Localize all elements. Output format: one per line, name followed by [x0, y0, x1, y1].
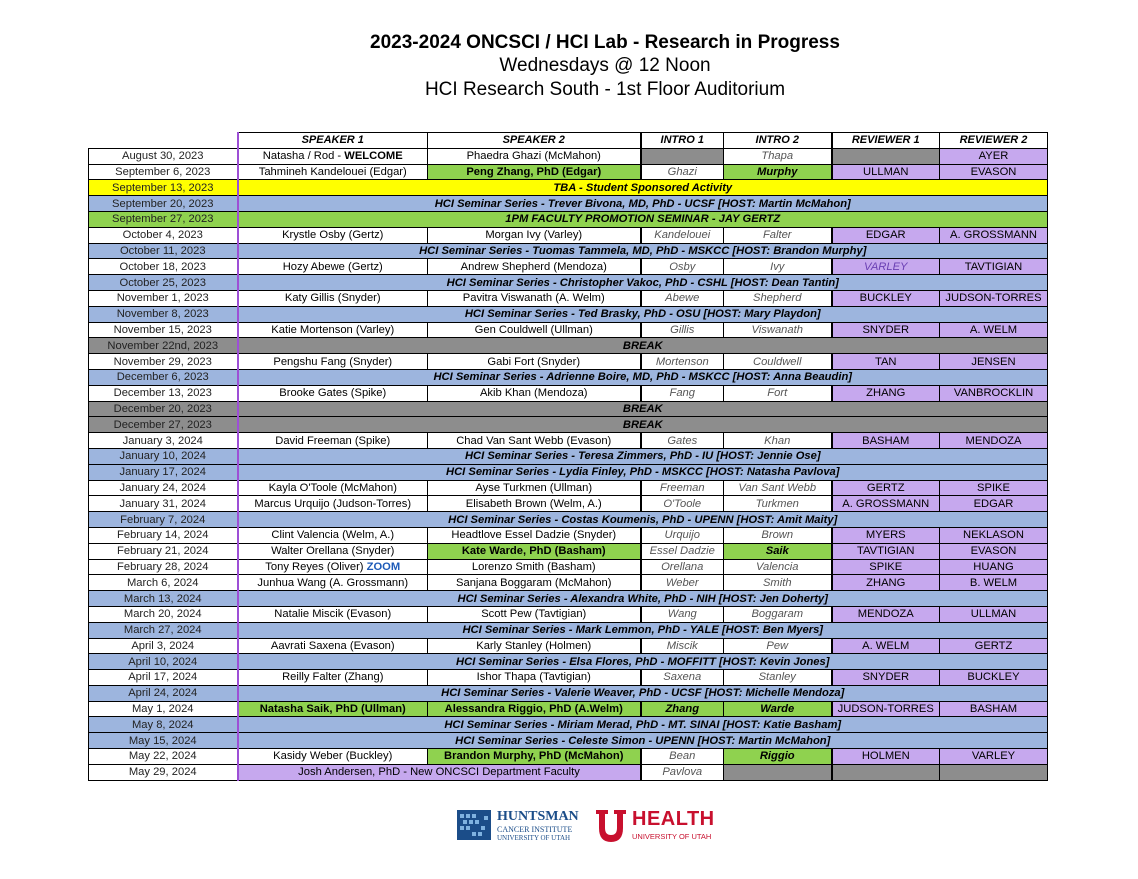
schedule-row	[89, 543, 1048, 559]
page-title: 2023-2024 ONCSCI / HCI Lab - Research in Progress	[370, 32, 840, 53]
speaker1-cell	[238, 259, 428, 275]
intro1-cell: Bean	[641, 749, 724, 765]
intro1-cell: Weber	[641, 575, 724, 591]
schedule-row	[89, 638, 1048, 654]
intro2-cell: Stanley	[724, 670, 832, 686]
speaker1-cell	[238, 701, 428, 717]
event-cell: HCI Seminar Series - Miriam Merad, PhD - MT. SINAI [HOST: Katie Basham]	[238, 717, 1048, 733]
intro2-cell: Falter	[724, 227, 832, 243]
speaker2-cell: Gabi Fort (Snyder)	[428, 354, 641, 370]
intro2-cell: Thapa	[724, 148, 832, 164]
date-cell: August 30, 2023	[89, 148, 238, 164]
intro1-cell: Gillis	[641, 322, 724, 338]
reviewer1-cell: ZHANG	[832, 385, 940, 401]
speaker1-text: Katy Gillis (Snyder)	[284, 292, 381, 305]
speaker2-cell: Lorenzo Smith (Basham)	[428, 559, 641, 575]
intro1-cell: Abewe	[641, 290, 724, 306]
huntsman-name: HUNTSMAN	[497, 809, 579, 824]
date-cell: February 14, 2024	[89, 527, 238, 543]
reviewer2-cell: TAVTIGIAN	[940, 259, 1048, 275]
schedule-row	[89, 717, 1048, 733]
reviewer2-cell	[940, 764, 1048, 780]
speaker2-cell: Phaedra Ghazi (McMahon)	[428, 148, 641, 164]
intro2-cell: Ivy	[724, 259, 832, 275]
speaker2-cell: Gen Couldwell (Ullman)	[428, 322, 641, 338]
speaker1-text: Tony Reyes (Oliver)	[265, 560, 367, 573]
reviewer1-cell: SNYDER	[832, 670, 940, 686]
intro1-cell: Gates	[641, 433, 724, 449]
schedule-row	[89, 591, 1048, 607]
speaker1-cell	[238, 559, 428, 575]
schedule-row	[89, 654, 1048, 670]
speaker1-cell	[238, 433, 428, 449]
intro1-cell: Urquijo	[641, 527, 724, 543]
intro2-cell: Shepherd	[724, 290, 832, 306]
schedule-row	[89, 401, 1048, 417]
event-cell: HCI Seminar Series - Trever Bivona, MD, PhD - UCSF [HOST: Martin McMahon]	[238, 196, 1048, 212]
speaker1-cell	[238, 670, 428, 686]
speaker1-cell	[238, 164, 428, 180]
huntsman-logo	[457, 806, 587, 846]
intro1-cell: Kandelouei	[641, 227, 724, 243]
schedule-row	[89, 196, 1048, 212]
speaker1-cell	[238, 527, 428, 543]
reviewer1-cell: JUDSON-TORRES	[832, 701, 940, 717]
date-cell: October 18, 2023	[89, 259, 238, 275]
schedule-row	[89, 369, 1048, 385]
speaker1-cell	[238, 480, 428, 496]
date-cell: November 1, 2023	[89, 290, 238, 306]
event-cell: HCI Seminar Series - Valerie Weaver, PhD - UCSF [HOST: Michelle Mendoza]	[238, 685, 1048, 701]
reviewer1-cell: A. WELM	[832, 638, 940, 654]
speaker2-cell: Brandon Murphy, PhD (McMahon)	[428, 749, 641, 765]
speaker1-cell	[238, 385, 428, 401]
speaker1-text: Natasha Saik, PhD (Ullman)	[259, 703, 406, 716]
speaker1-cell	[238, 148, 428, 164]
reviewer2-cell: JUDSON-TORRES	[940, 290, 1048, 306]
zoom-label: ZOOM	[366, 560, 401, 573]
schedule-row	[89, 417, 1048, 433]
huntsman-sub2: UNIVERSITY OF UTAH	[497, 834, 571, 842]
reviewer2-cell: AYER	[940, 148, 1048, 164]
speaker1-text: David Freeman (Spike)	[275, 434, 391, 447]
reviewer2-cell: B. WELM	[940, 575, 1048, 591]
date-cell: October 25, 2023	[89, 275, 238, 291]
intro2-cell: Fort	[724, 385, 832, 401]
speaker2-cell: Sanjana Boggaram (McMahon)	[428, 575, 641, 591]
date-cell: December 13, 2023	[89, 385, 238, 401]
speaker2-cell: Headtlove Essel Dadzie (Snyder)	[428, 527, 641, 543]
speaker1-cell	[238, 227, 428, 243]
reviewer2-cell: JENSEN	[940, 354, 1048, 370]
schedule-row	[89, 464, 1048, 480]
reviewer1-cell: A. GROSSMANN	[832, 496, 940, 512]
intro1-cell: Zhang	[641, 701, 724, 717]
date-cell: May 1, 2024	[89, 701, 238, 717]
schedule-row	[89, 749, 1048, 765]
speaker2-cell: Peng Zhang, PhD (Edgar)	[428, 164, 641, 180]
speaker2-cell: Scott Pew (Tavtigian)	[428, 606, 641, 622]
date-cell: February 28, 2024	[89, 559, 238, 575]
speaker2-cell: Kate Warde, PhD (Basham)	[428, 543, 641, 559]
date-cell: December 6, 2023	[89, 369, 238, 385]
schedule-row	[89, 433, 1048, 449]
schedule-row	[89, 670, 1048, 686]
intro1-header: INTRO 1	[641, 133, 724, 149]
event-cell: HCI Seminar Series - Ted Brasky, PhD - OSU [HOST: Mary Playdon]	[238, 306, 1048, 322]
speaker2-cell: Pavitra Viswanath (A. Welm)	[428, 290, 641, 306]
date-cell: November 22nd, 2023	[89, 338, 238, 354]
schedule-row	[89, 275, 1048, 291]
event-cell: HCI Seminar Series - Adrienne Boire, MD, PhD - MSKCC [HOST: Anna Beaudin]	[238, 369, 1048, 385]
event-cell: TBA - Student Sponsored Activity	[238, 180, 1048, 196]
speaker1-cell	[238, 290, 428, 306]
reviewer2-header: REVIEWER 2	[940, 133, 1048, 149]
speaker1-cell	[238, 749, 428, 765]
event-cell: BREAK	[238, 401, 1048, 417]
date-cell: February 7, 2024	[89, 512, 238, 528]
intro2-cell: Valencia	[724, 559, 832, 575]
schedule-row	[89, 496, 1048, 512]
date-cell: September 20, 2023	[89, 196, 238, 212]
speaker1-text: Aavrati Saxena (Evason)	[270, 639, 395, 652]
schedule-row	[89, 227, 1048, 243]
speaker1-text: Kasidy Weber (Buckley)	[273, 750, 393, 763]
date-cell: January 24, 2024	[89, 480, 238, 496]
schedule-row	[89, 259, 1048, 275]
date-cell: May 29, 2024	[89, 764, 238, 780]
reviewer1-cell: SNYDER	[832, 322, 940, 338]
schedule-row	[89, 685, 1048, 701]
schedule-row	[89, 575, 1048, 591]
speaker1-cell	[238, 606, 428, 622]
intro2-cell: Murphy	[724, 164, 832, 180]
date-cell: February 21, 2024	[89, 543, 238, 559]
schedule-table	[88, 132, 1048, 781]
reviewer2-cell: BASHAM	[940, 701, 1048, 717]
date-cell: November 8, 2023	[89, 306, 238, 322]
date-cell: April 3, 2024	[89, 638, 238, 654]
intro1-cell: Osby	[641, 259, 724, 275]
reviewer1-cell	[832, 148, 940, 164]
schedule-location: HCI Research South - 1st Floor Auditorium	[424, 79, 786, 100]
speaker-merged-cell: Josh Andersen, PhD - New ONCSCI Department Faculty	[238, 764, 641, 780]
intro1-cell: Saxena	[641, 670, 724, 686]
intro2-cell: Khan	[724, 433, 832, 449]
date-cell: November 29, 2023	[89, 354, 238, 370]
speaker1-cell	[238, 638, 428, 654]
huntsman-sub1: CANCER INSTITUTE	[497, 825, 573, 834]
table-header-row	[89, 133, 1048, 149]
date-cell: January 10, 2024	[89, 448, 238, 464]
event-cell: HCI Seminar Series - Lydia Finley, PhD - MSKCC [HOST: Natasha Pavlova]	[238, 464, 1048, 480]
date-cell: September 6, 2023	[89, 164, 238, 180]
event-cell: HCI Seminar Series - Costas Koumenis, PhD - UPENN [HOST: Amit Maity]	[238, 512, 1048, 528]
reviewer2-cell: HUANG	[940, 559, 1048, 575]
schedule-row	[89, 527, 1048, 543]
schedule-row	[89, 733, 1048, 749]
schedule-row	[89, 559, 1048, 575]
date-cell: March 13, 2024	[89, 591, 238, 607]
date-cell: December 20, 2023	[89, 401, 238, 417]
schedule-row	[89, 622, 1048, 638]
date-cell: September 13, 2023	[89, 180, 238, 196]
reviewer2-cell: A. WELM	[940, 322, 1048, 338]
event-cell: HCI Seminar Series - Celeste Simon - UPENN [HOST: Martin McMahon]	[238, 733, 1048, 749]
date-cell: January 17, 2024	[89, 464, 238, 480]
schedule-row	[89, 354, 1048, 370]
event-cell: BREAK	[238, 338, 1048, 354]
speaker2-cell: Andrew Shepherd (Mendoza)	[428, 259, 641, 275]
reviewer1-cell: HOLMEN	[832, 749, 940, 765]
speaker1-text: Natasha / Rod -	[262, 150, 345, 163]
intro2-cell: Van Sant Webb	[724, 480, 832, 496]
schedule-row	[89, 211, 1048, 227]
speaker2-cell: Ishor Thapa (Tavtigian)	[428, 670, 641, 686]
date-cell: November 15, 2023	[89, 322, 238, 338]
intro2-cell: Warde	[724, 701, 832, 717]
intro2-cell: Saik	[724, 543, 832, 559]
date-cell: April 24, 2024	[89, 685, 238, 701]
speaker2-cell: Alessandra Riggio, PhD (A.Welm)	[428, 701, 641, 717]
reviewer2-cell: VARLEY	[940, 749, 1048, 765]
event-cell: 1PM FACULTY PROMOTION SEMINAR - JAY GERTZ	[238, 211, 1048, 227]
intro2-cell: Smith	[724, 575, 832, 591]
reviewer2-cell: MENDOZA	[940, 433, 1048, 449]
reviewer2-cell: EVASON	[940, 543, 1048, 559]
intro2-cell: Turkmen	[724, 496, 832, 512]
schedule-row	[89, 480, 1048, 496]
date-cell: April 17, 2024	[89, 670, 238, 686]
speaker1-text: Tahmineh Kandelouei (Edgar)	[258, 165, 407, 178]
reviewer2-cell: A. GROSSMANN	[940, 227, 1048, 243]
reviewer2-cell: NEKLASON	[940, 527, 1048, 543]
speaker2-cell: Ayse Turkmen (Ullman)	[428, 480, 641, 496]
reviewer1-cell: MENDOZA	[832, 606, 940, 622]
reviewer1-cell: BUCKLEY	[832, 290, 940, 306]
speaker2-cell: Chad Van Sant Webb (Evason)	[428, 433, 641, 449]
event-cell: HCI Seminar Series - Teresa Zimmers, PhD - IU [HOST: Jennie Ose]	[238, 448, 1048, 464]
schedule-row	[89, 243, 1048, 259]
event-cell: HCI Seminar Series - Tuomas Tammela, MD, PhD - MSKCC [HOST: Brandon Murphy]	[238, 243, 1048, 259]
reviewer2-cell: ULLMAN	[940, 606, 1048, 622]
speaker1-text: Clint Valencia (Welm, A.)	[271, 529, 395, 542]
speaker1-text: Marcus Urquijo (Judson-Torres)	[254, 497, 412, 510]
intro1-cell	[641, 148, 724, 164]
intro1-cell: Fang	[641, 385, 724, 401]
uofu-health-logo	[594, 806, 724, 846]
event-cell: HCI Seminar Series - Alexandra White, PhD - NIH [HOST: Jen Doherty]	[238, 591, 1048, 607]
schedule-row	[89, 306, 1048, 322]
intro2-cell: Brown	[724, 527, 832, 543]
speaker1-text: Brooke Gates (Spike)	[279, 387, 387, 400]
date-cell: September 27, 2023	[89, 211, 238, 227]
health-sub: UNIVERSITY OF UTAH	[632, 832, 712, 841]
document-header	[0, 32, 1138, 102]
date-cell: December 27, 2023	[89, 417, 238, 433]
intro2-cell: Pew	[724, 638, 832, 654]
schedule-row	[89, 148, 1048, 164]
speaker1-cell	[238, 496, 428, 512]
reviewer1-cell: EDGAR	[832, 227, 940, 243]
intro1-cell: Miscik	[641, 638, 724, 654]
schedule-row	[89, 606, 1048, 622]
reviewer1-cell: ZHANG	[832, 575, 940, 591]
event-cell: HCI Seminar Series - Mark Lemmon, PhD - YALE [HOST: Ben Myers]	[238, 622, 1048, 638]
intro2-cell	[724, 764, 832, 780]
speaker1-cell	[238, 543, 428, 559]
intro1-cell: Essel Dadzie	[641, 543, 724, 559]
reviewer2-cell: VANBROCKLIN	[940, 385, 1048, 401]
reviewer1-cell: SPIKE	[832, 559, 940, 575]
reviewer1-cell: BASHAM	[832, 433, 940, 449]
reviewer2-cell: SPIKE	[940, 480, 1048, 496]
intro1-cell: Orellana	[641, 559, 724, 575]
event-cell: BREAK	[238, 417, 1048, 433]
block-u-icon	[594, 808, 628, 844]
reviewer1-cell: ULLMAN	[832, 164, 940, 180]
date-cell: April 10, 2024	[89, 654, 238, 670]
speaker2-header: SPEAKER 2	[428, 133, 641, 149]
reviewer1-cell: TAN	[832, 354, 940, 370]
date-cell: March 20, 2024	[89, 606, 238, 622]
intro1-cell: O'Toole	[641, 496, 724, 512]
speaker1-text: Katie Mortenson (Varley)	[271, 323, 395, 336]
event-cell: HCI Seminar Series - Elsa Flores, PhD - MOFFITT [HOST: Kevin Jones]	[238, 654, 1048, 670]
speaker1-cell	[238, 575, 428, 591]
welcome-label: WELCOME	[344, 150, 403, 163]
date-cell: October 11, 2023	[89, 243, 238, 259]
reviewer1-cell	[832, 764, 940, 780]
speaker1-text: Natalie Miscik (Evason)	[274, 608, 392, 621]
date-cell: May 22, 2024	[89, 749, 238, 765]
reviewer1-cell: GERTZ	[832, 480, 940, 496]
schedule-row	[89, 701, 1048, 717]
speaker2-cell: Elisabeth Brown (Welm, A.)	[428, 496, 641, 512]
schedule-row	[89, 385, 1048, 401]
intro1-cell: Pavlova	[641, 764, 724, 780]
reviewer2-cell: BUCKLEY	[940, 670, 1048, 686]
schedule-row	[89, 290, 1048, 306]
intro2-cell: Boggaram	[724, 606, 832, 622]
schedule-row	[89, 180, 1048, 196]
speaker1-text: Pengshu Fang (Snyder)	[273, 355, 393, 368]
speaker1-text: Walter Orellana (Snyder)	[271, 545, 395, 558]
schedule-row	[89, 322, 1048, 338]
speaker1-text: Kayla O'Toole (McMahon)	[268, 481, 397, 494]
speaker1-cell	[238, 322, 428, 338]
intro1-cell: Wang	[641, 606, 724, 622]
reviewer1-header: REVIEWER 1	[832, 133, 940, 149]
speaker1-text: Junhua Wang (A. Grossmann)	[257, 576, 409, 589]
intro2-cell: Couldwell	[724, 354, 832, 370]
date-cell: January 3, 2024	[89, 433, 238, 449]
speaker2-cell: Akib Khan (Mendoza)	[428, 385, 641, 401]
schedule-row	[89, 512, 1048, 528]
reviewer2-cell: EVASON	[940, 164, 1048, 180]
intro2-cell: Viswanath	[724, 322, 832, 338]
speaker1-text: Hozy Abewe (Gertz)	[282, 260, 383, 273]
reviewer1-cell: TAVTIGIAN	[832, 543, 940, 559]
date-cell: May 15, 2024	[89, 733, 238, 749]
event-cell: HCI Seminar Series - Christopher Vakoc, PhD - CSHL [HOST: Dean Tantin]	[238, 275, 1048, 291]
health-name: HEALTH	[632, 808, 715, 830]
date-cell: May 8, 2024	[89, 717, 238, 733]
reviewer2-cell: EDGAR	[940, 496, 1048, 512]
reviewer1-cell: VARLEY	[832, 259, 940, 275]
intro2-cell: Riggio	[724, 749, 832, 765]
intro1-cell: Freeman	[641, 480, 724, 496]
schedule-row	[89, 338, 1048, 354]
speaker2-cell: Morgan Ivy (Varley)	[428, 227, 641, 243]
schedule-row	[89, 448, 1048, 464]
date-cell: October 4, 2023	[89, 227, 238, 243]
schedule-body	[89, 148, 1048, 780]
schedule-row	[89, 164, 1048, 180]
date-cell: March 27, 2024	[89, 622, 238, 638]
date-header	[89, 133, 238, 149]
intro1-cell: Mortenson	[641, 354, 724, 370]
date-cell: March 6, 2024	[89, 575, 238, 591]
reviewer2-cell: GERTZ	[940, 638, 1048, 654]
schedule-time: Wednesdays @ 12 Noon	[499, 55, 711, 76]
speaker2-cell: Karly Stanley (Holmen)	[428, 638, 641, 654]
speaker1-header: SPEAKER 1	[238, 133, 428, 149]
reviewer1-cell: MYERS	[832, 527, 940, 543]
intro2-header: INTRO 2	[724, 133, 832, 149]
speaker1-cell	[238, 354, 428, 370]
schedule-row	[89, 764, 1048, 780]
speaker1-text: Reilly Falter (Zhang)	[282, 671, 384, 684]
date-cell: January 31, 2024	[89, 496, 238, 512]
speaker1-text: Krystle Osby (Gertz)	[282, 229, 384, 242]
intro1-cell: Ghazi	[641, 164, 724, 180]
